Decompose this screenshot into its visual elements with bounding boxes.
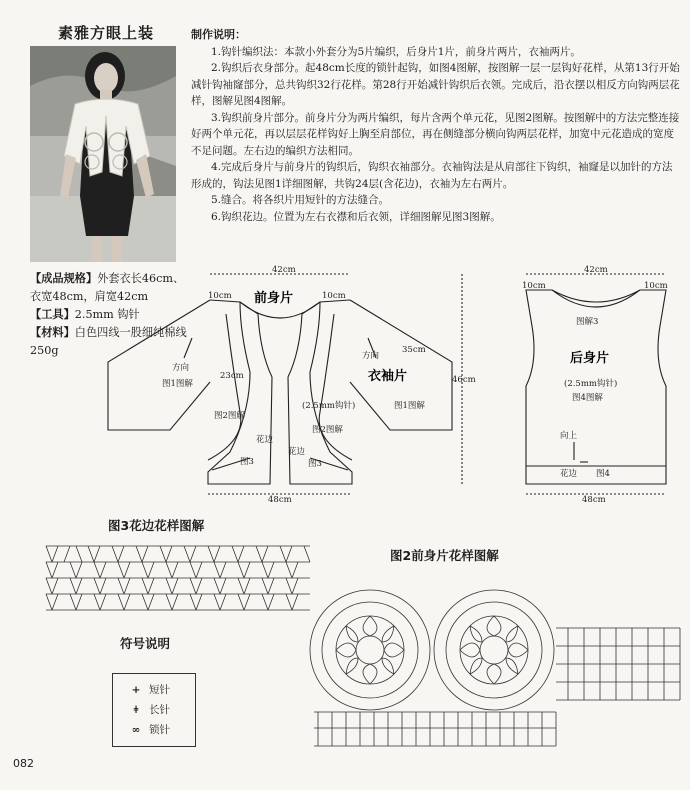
- legend-box: [112, 673, 196, 747]
- back-border: 花边: [560, 469, 578, 479]
- back-neck-right: 10cm: [644, 281, 668, 291]
- back-fig3: 图解3: [576, 317, 599, 327]
- back-piece-label: 后身片: [570, 351, 610, 366]
- legend-title: 符号说明: [120, 636, 171, 651]
- front-height: 46cm: [452, 375, 476, 385]
- front-bottom-width: 48cm: [268, 495, 292, 505]
- front-length: 23cm: [220, 371, 244, 381]
- instructions: [191, 27, 681, 225]
- instruction-step: 3.钩织前身片部分。前身片分为两片编织，每片含两个单元花，见图2图解。按图解中的方法完整连接好两个单元花，再以层层花样钩好上胸至肩部位，再在侧缝部分横向钩两层花样，加宽中元花造成的宽度不足问题。左右边的编织方法相同。: [191, 111, 680, 157]
- legend-item: + 短针: [123, 682, 170, 697]
- fig2-stitch-chart: [308, 568, 684, 758]
- hook-note: (2.5mm钩针): [302, 401, 356, 411]
- instructions-heading: 制作说明：: [191, 28, 246, 41]
- front-piece-label: 前身片: [254, 291, 294, 306]
- instruction-step: 4.完成后身片与前身片的钩织后，钩织衣袖部分。衣袖钩法是从肩部往下钩织，袖窿是以加针的方法形成的，钩法见图1详细图解，共钩24层(含花边)，衣袖为左右两片。: [191, 161, 673, 190]
- back-up: 向上: [560, 431, 578, 441]
- double-crochet-symbol: ǂ: [133, 704, 139, 716]
- legend-item: ∞ 锁针: [123, 722, 170, 737]
- front-sleeve-schematic: [100, 262, 480, 507]
- back-fig4: 图4图解: [572, 393, 603, 403]
- back-piece-schematic: [508, 262, 686, 507]
- instruction-step: 1.钩针编织法：本款小外套分为5片编织，后身片1片，前身片两片，衣袖两片。: [211, 45, 581, 58]
- back-bottom-width: 48cm: [582, 495, 606, 505]
- instruction-step: 2.钩织后衣身部分。起48cm长度的锁针起钩，如图4图解，按图解一层一层钩好花样，从第13行开始减针钩袖窿部分，总共钩织32行花样。第28行开始减针钩织后衣领。完成后，沿衣摆以相反方向钩两层花样，图解见图4图解。: [191, 62, 680, 107]
- left-fig2: 图2图解: [214, 411, 245, 421]
- left-border: 花边: [256, 435, 274, 445]
- spec-tool: 【工具】2.5mm 钩针: [30, 308, 140, 321]
- right-fig1: 图1图解: [394, 401, 425, 411]
- front-top-width: 42cm: [272, 265, 296, 275]
- chain-stitch-symbol: ∞: [131, 724, 141, 736]
- back-top-width: 42cm: [584, 265, 608, 275]
- instruction-step: 6.钩织花边。位置为左右衣襟和后衣领，详细图解见图3图解。: [211, 210, 501, 223]
- model-photo: [30, 46, 176, 262]
- single-crochet-symbol: +: [131, 684, 141, 696]
- instruction-step: 5.缝合。将各织片用短针的方法缝合。: [211, 194, 390, 206]
- spec-material: 【材料】白色四线一股细纯棉线 250g: [30, 326, 187, 357]
- spec-size: 【成品规格】外套衣长46cm、衣宽48cm，肩宽42cm: [30, 272, 185, 303]
- left-fig1: 图1图解: [162, 379, 193, 389]
- page-title: 素雅方眼上装: [58, 24, 155, 42]
- sleeve-piece-label: 衣袖片: [368, 369, 408, 384]
- back-neck-left: 10cm: [522, 281, 546, 291]
- left-fig3: 图3: [240, 457, 254, 467]
- right-fig3: 图3: [308, 459, 322, 469]
- legend-item: ǂ 长针: [123, 702, 170, 717]
- fig2-title: 图2前身片花样图解: [390, 548, 499, 563]
- back-fig4-short: 图4: [596, 469, 610, 479]
- left-direction: 方向: [172, 363, 190, 373]
- front-neck-right: 10cm: [322, 291, 346, 301]
- back-hook-note: (2.5mm钩针): [564, 379, 618, 389]
- front-neck-left: 10cm: [208, 291, 232, 301]
- right-border: 花边: [288, 447, 306, 457]
- fig3-border-pattern: [42, 542, 314, 614]
- sleeve-length: 35cm: [402, 345, 426, 355]
- page-number: 082: [13, 757, 34, 770]
- fig3-title: 图3花边花样图解: [108, 518, 205, 533]
- right-direction: 方向: [362, 351, 380, 361]
- right-fig2: 图2图解: [312, 425, 343, 435]
